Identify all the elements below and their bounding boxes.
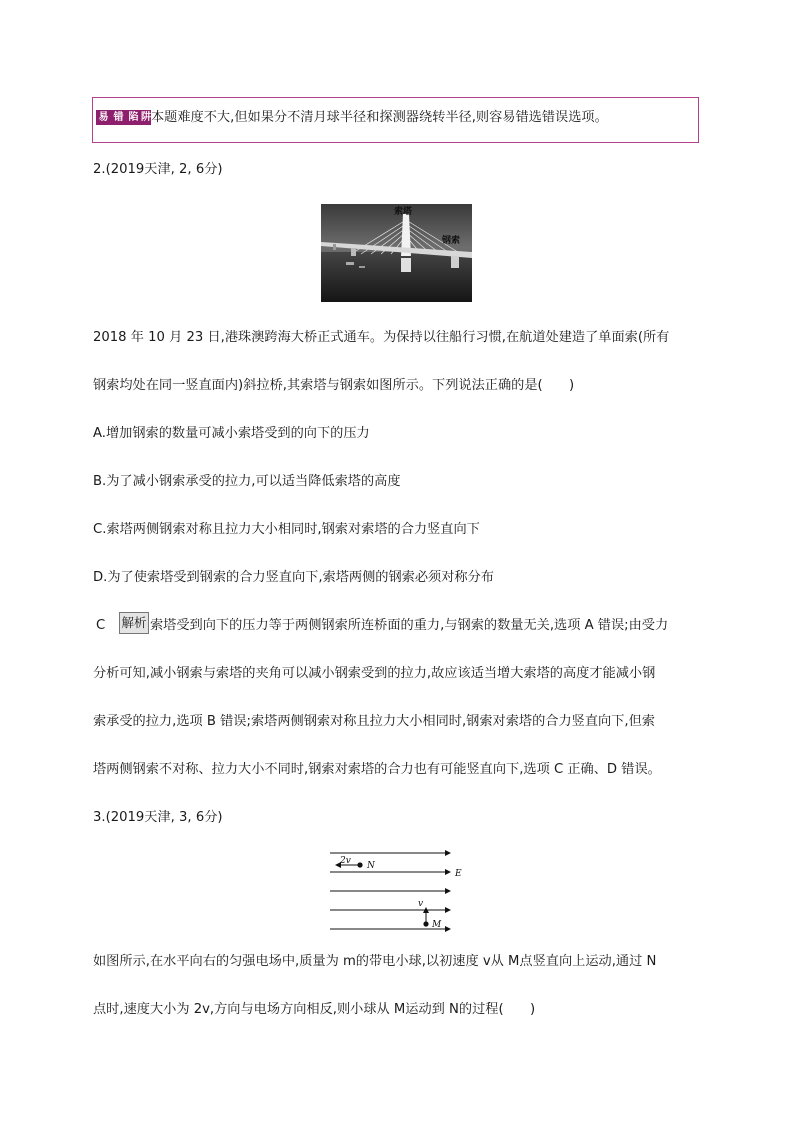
label-e: E — [455, 869, 462, 879]
q3-stem-line-2: 点时,速度大小为 2v,方向与电场方向相反,则小球从 M运动到 N的过程( ) — [93, 1002, 536, 1017]
warning-text: 本题难度不大,但如果分不清月球半径和探测器绕转半径,则容易错选错误选项。 — [151, 110, 608, 125]
warning-box — [92, 97, 699, 143]
q2-option-c: C.索塔两侧钢索对称且拉力大小相同时,钢索对索塔的合力竖直向下 — [93, 522, 480, 537]
field-figure — [322, 848, 472, 934]
q2-analysis-line-4: 塔两侧钢索不对称、拉力大小不同时,钢索对索塔的合力也有可能竖直向下,选项 C 正确、D 错误。 — [93, 762, 661, 777]
bridge-photo — [321, 204, 472, 302]
q2-stem-line-2: 钢索均处在同一竖直面内)斜拉桥,其索塔与钢索如图所示。下列说法正确的是( ) — [93, 378, 575, 393]
q2-analysis-line-1: 索塔受到向下的压力等于两侧钢索所连桥面的重力,与钢索的数量无关,选项 A 错误;由受力 — [150, 618, 669, 633]
q2-option-a: A.增加钢索的数量可减小索塔受到的向下的压力 — [93, 426, 370, 441]
q2-header: 2.(2019天津, 2, 6分) — [93, 162, 223, 177]
label-m: M — [432, 920, 442, 930]
q2-stem-line-1: 2018 年 10 月 23 日,港珠澳跨海大桥正式通车。为保持以往船行习惯,在航道处建造了单面索(所有 — [93, 330, 670, 345]
q2-option-b: B.为了减小钢索承受的拉力,可以适当降低索塔的高度 — [93, 474, 401, 489]
q3-header: 3.(2019天津, 3, 6分) — [93, 810, 223, 825]
warning-badge-4: 阱 — [141, 112, 151, 123]
label-2v: 2v — [340, 856, 351, 866]
label-cable: 钢索 — [442, 236, 461, 246]
label-v: v — [418, 899, 424, 909]
label-tower: 索塔 — [394, 207, 413, 217]
warning-badge-2: 错 — [111, 110, 126, 125]
q2-analysis-line-3: 索承受的拉力,选项 B 错误;索塔两侧钢索对称且拉力大小相同时,钢索对索塔的合力竖直向下,但索 — [93, 714, 655, 729]
warning-badge-1: 易 — [96, 110, 111, 125]
q3-stem-line-1: 如图所示,在水平向右的匀强电场中,质量为 m的带电小球,以初速度 v从 M点竖直向上运动,通过 N — [93, 954, 657, 969]
q2-answer: C — [96, 618, 106, 633]
electric-field-diagram — [322, 848, 472, 934]
warning-badge-3: 陷 — [126, 110, 141, 125]
label-n: N — [367, 861, 375, 871]
analysis-tag: 解析 — [119, 612, 149, 634]
bridge-image — [321, 204, 472, 302]
q2-analysis-line-2: 分析可知,减小钢索与索塔的夹角可以减小钢索受到的拉力,故应该适当增大索塔的高度才能减小钢 — [93, 666, 656, 681]
q2-option-d: D.为了使索塔受到钢索的合力竖直向下,索塔两侧的钢索必须对称分布 — [93, 570, 494, 585]
